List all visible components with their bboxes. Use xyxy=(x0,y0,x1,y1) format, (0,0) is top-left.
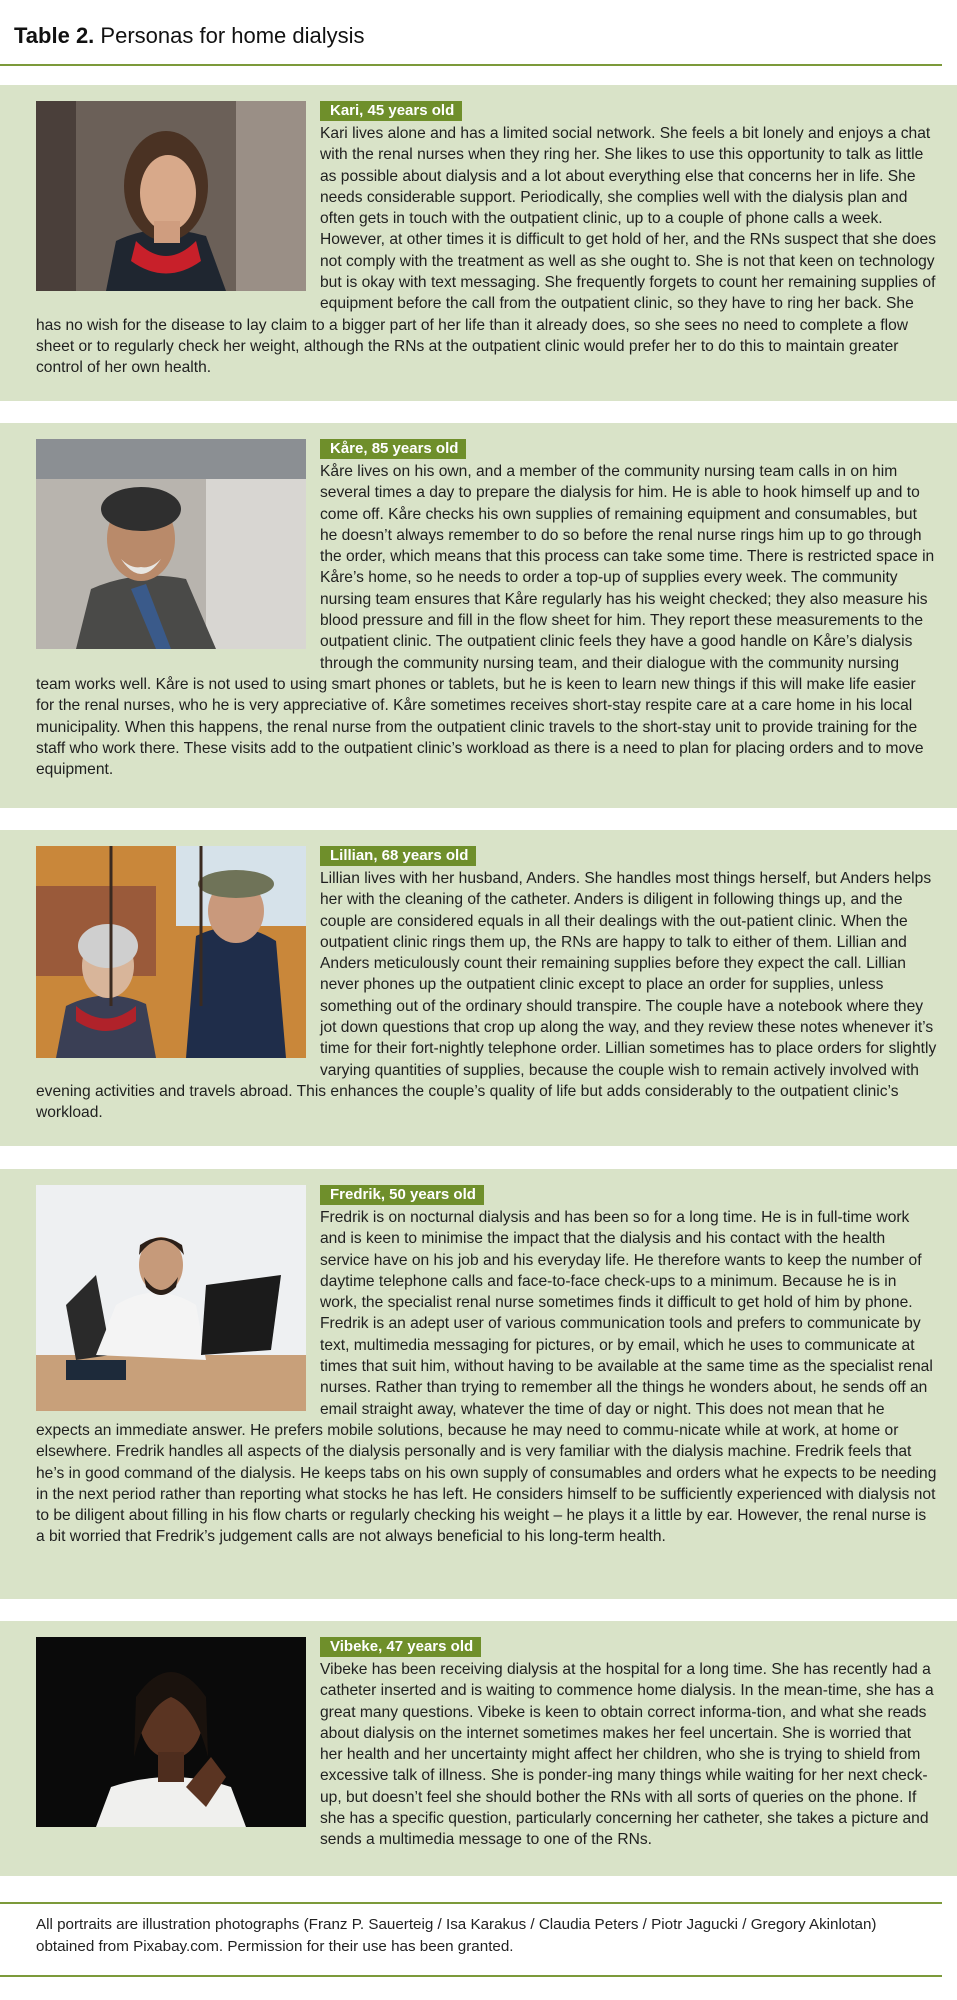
table-title xyxy=(14,22,365,50)
persona-card-kare xyxy=(0,423,957,808)
portrait-image-kari xyxy=(36,101,306,291)
footer-divider-bottom xyxy=(0,1975,942,1977)
table-number: Table 2. xyxy=(14,23,95,48)
footer-divider-top xyxy=(0,1902,942,1904)
persona-card-kari xyxy=(0,85,957,401)
portrait-image-kare xyxy=(36,439,306,649)
persona-name-fredrik: Fredrik, 50 years old xyxy=(320,1185,484,1205)
footer-credits: All portraits are illustration photographs (Franz P. Sauerteig / Isa Karakus / Claudia Peters / Piotr Jagucki / Gregory Akinlotan) obtained from Pixabay.com. Permission for their use has been granted. xyxy=(36,1916,877,1955)
persona-description-kari: Kari lives alone and has a limited social network. She feels a bit lonely and enjoys a chat with the renal nurses when they ring her. She likes to use this opportunity to talk as little as possible about dialysis and a lot about everything else that concerns her in life. She needs considerable support. Periodically, she complies well with the dialysis plan and often gets in touch with the outpatient clinic, up to a couple of phone calls a week. However, at other times it is difficult to get hold of her, and the RNs suspect that she does not comply with the treatment as well as she ought to. She is not that keen on technology but is okay with text messaging. She frequently forgets to count her remaining supplies of equipment before the call from the outpatient clinic, so they have to ring her back. She has no wish for the disease to lay claim to a bigger part of her life than it already does, so she sees no need to complete a flow sheet or to regularly check her weight, although the RNs at the outpatient clinic would prefer her to do this to maintain greater control of her own health. xyxy=(36,125,936,377)
table-caption: Personas for home dialysis xyxy=(100,23,365,48)
persona-description-vibeke: Vibeke has been receiving dialysis at the hospital for a long time. She has recently had a catheter inserted and is waiting to commence home dialysis. In the mean-time, she has a great many questions. Vibeke is keen to obtain correct informa-tion, and what she reads about dialysis on the internet sometimes makes her feel uncertain. She is worried that her health and her uncertainty might affect her children, who she is trying to shield from excessive talk of illness. She is ponder-ing many things while waiting for her next check-up, but doesn’t feel she should bother the RNs with all sorts of queries on the phone. If she has a specific question, particularly concerning her catheter, she takes a picture and sends a multimedia message to one of the RNs. xyxy=(320,1661,934,1849)
portrait-image-fredrik xyxy=(36,1185,306,1411)
persona-name-vibeke: Vibeke, 47 years old xyxy=(320,1637,481,1657)
persona-description-kare: Kåre lives on his own, and a member of the community nursing team calls in on him several times a day to prepare the dialysis for him. He is able to hook himself up and to come off. Kåre checks his own supplies of remaining equipment and consumables, but he doesn’t always remember to do so before the renal nurse rings him up to go through the order, which means that this process can take some time. There is restricted space in Kåre’s home, so he needs to order a top-up of supplies every week. The community nursing team ensures that Kåre regularly has his weight checked; they also measure his blood pressure and fill in the flow sheet for him. They report these measurements to the outpatient clinic. The outpatient clinic feels they have a good handle on Kåre’s dialysis through the community nursing team, and their dialogue with the community nursing team works well. Kåre is not used to using smart phones or tablets, but he is keen to learn new things if this will make life easier for the renal nurses, who he is very appreciative of. Kåre sometimes receives short-stay respite care at a care home in his local municipality. When this happens, the renal nurse from the outpatient clinic travels to the short-stay unit to provide training for the staff who work there. These visits add to the outpatient clinic’s workload as there is a need to plan for placing orders and to move equipment. xyxy=(36,463,935,779)
persona-card-fredrik xyxy=(0,1169,957,1599)
persona-description-fredrik: Fredrik is on nocturnal dialysis and has been so for a long time. He is in full-time work and is keen to minimise the impact that the dialysis and his contact with the health service have on his job and his everyday life. He therefore wants to keep the number of daytime telephone calls and face-to-face check-ups to a minimum. Because he is in work, the specialist renal nurse sometimes finds it difficult to get hold of him by phone. Fredrik is an adept user of various communication tools and prefers to communicate by text, multimedia messaging for pictures, or by email, which he uses to communicate at times that suit him, without having to be available at the same time as the specialist renal nurses. Rather than trying to remember all the things he wonders about, he sends off an email straight away, whatever the time of day or night. This does not mean that he expects an immediate answer. He prefers mobile solutions, because he may need to commu-nicate while at work, at home or elsewhere. Fredrik handles all aspects of the dialysis personally and is very familiar with the dialysis machine. Fredrik feels that he’s in good command of the dialysis. He keeps tabs on his own supply of consumables and orders what he expects to be needing in the next period rather than reporting what stocks he has left. He considers himself to be sufficiently experienced with dialysis not to be diligent about filling in his flow charts or regularly checking his weight – he plays it a little by ear. However, the renal nurse is a bit worried that Fredrik’s judgement calls are not always beneficial to his long-term health. xyxy=(36,1209,937,1546)
portrait-image-lillian xyxy=(36,846,306,1058)
persona-name-kari: Kari, 45 years old xyxy=(320,101,462,121)
title-divider xyxy=(0,64,942,66)
persona-name-kare: Kåre, 85 years old xyxy=(320,439,466,459)
persona-card-vibeke xyxy=(0,1621,957,1876)
persona-name-lillian: Lillian, 68 years old xyxy=(320,846,476,866)
persona-description-lillian: Lillian lives with her husband, Anders. She handles most things herself, but Anders helps her with the cleaning of the catheter. Anders is diligent in following things up, and the couple are considered equals in all their dealings with the out-patient clinic. When the outpatient clinic rings them up, the RNs are happy to talk to either of them. Lillian and Anders meticulously count their remaining supplies before they expect the call. Lillian never phones up the outpatient clinic except to place an order for supplies, unless something out of the ordinary should transpire. The couple have a notebook where they jot down questions that crop up along the way, and they review these notes whenever it’s time for their fort-nightly telephone order. Lillian sometimes has to place orders for slightly varying quantities of supplies, because the couple wish to remain actively involved with evening activities and travels abroad. This enhances the couple’s quality of life but adds considerably to the outpatient clinic’s workload. xyxy=(36,870,937,1122)
persona-card-lillian xyxy=(0,830,957,1146)
portrait-image-vibeke xyxy=(36,1637,306,1827)
